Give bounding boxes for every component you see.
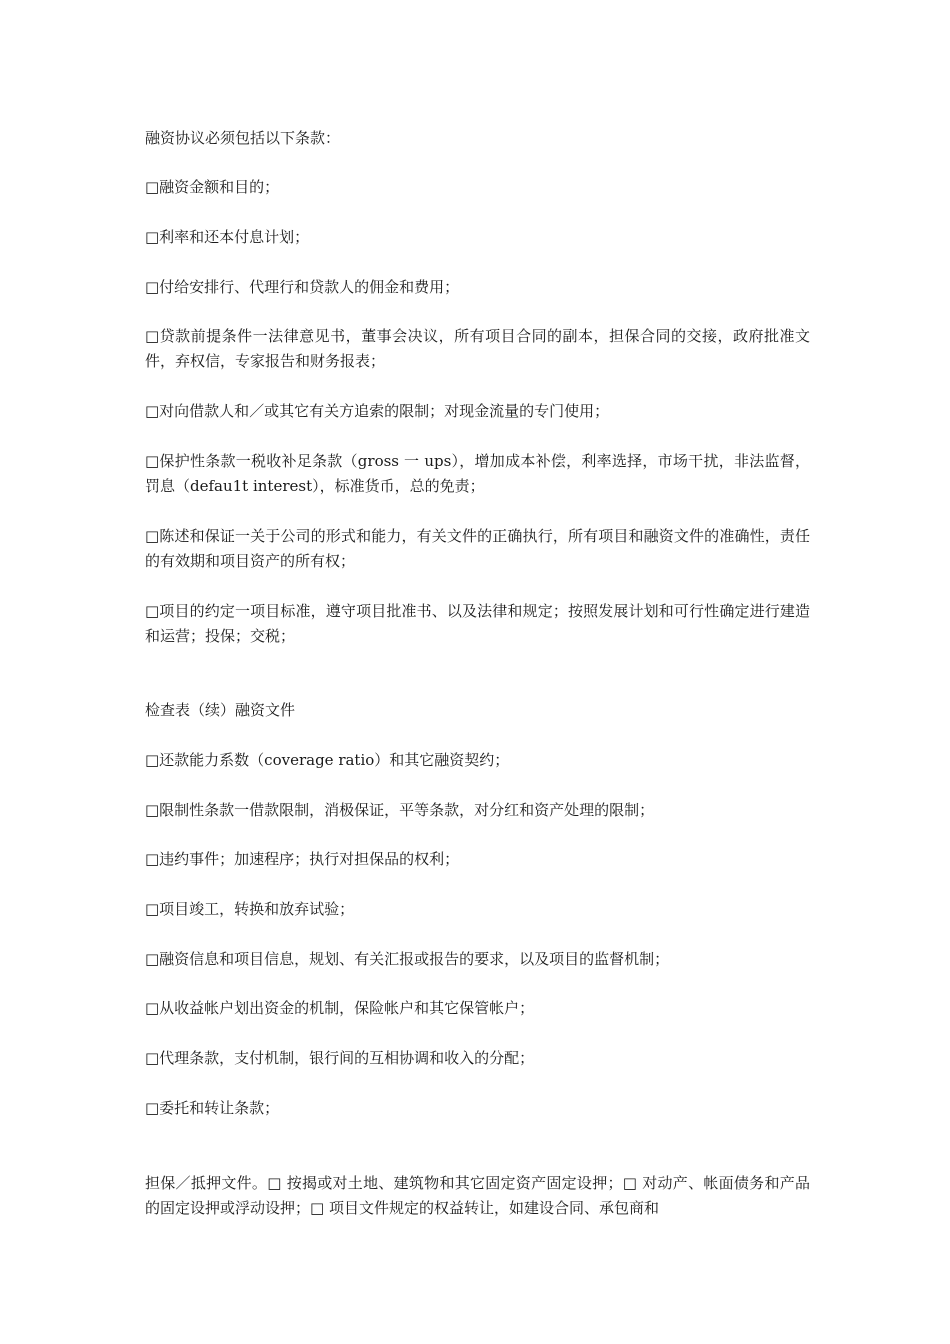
list-item: □陈述和保证一关于公司的形式和能力，有关文件的正确执行，所有项目和融资文件的准确性，责任的有效期和项目资产的所有权； (145, 527, 810, 570)
list-item: □从收益帐户划出资金的机制，保险帐户和其它保管帐户； (145, 999, 535, 1017)
list-item: □项目竣工，转换和放弃试验； (145, 900, 355, 918)
section2-heading: 检查表（续）融资文件 (145, 701, 296, 719)
list-item: □贷款前提条件一法律意见书，董事会决议，所有项目合同的副本，担保合同的交接，政府批准文件，弃权信，专家报告和财务报表； (145, 327, 810, 370)
section3-paragraph: 担保／抵押文件。□ 按揭或对土地、建筑物和其它固定资产固定设押；□ 对动产、帐面债务和产品的固定设押或浮动设押；□ 项目文件规定的权益转让，如建设合同、承包商和 (145, 1174, 810, 1217)
list-item: □保护性条款一税收补足条款（gross 一 ups），增加成本补偿，利率选择，市场干扰，非法监督，罚息（defau1t interest），标准货币，总的免责； (145, 452, 810, 495)
list-item: □项目的约定一项目标准，遵守项目批准书、以及法律和规定；按照发展计划和可行性确定进行建造和运营；投保；交税； (145, 602, 810, 645)
list-item: □对向借款人和／或其它有关方追索的限制；对现金流量的专门使用； (145, 402, 610, 420)
section1-heading: 融资协议必须包括以下条款： (145, 129, 341, 147)
list-item: □委托和转让条款； (145, 1099, 280, 1117)
list-item: □限制性条款一借款限制，消极保证，平等条款，对分红和资产处理的限制； (145, 801, 655, 819)
list-item: □融资金额和目的； (145, 178, 280, 196)
list-item: □付给安排行、代理行和贷款人的佣金和费用； (145, 278, 460, 296)
list-item: □利率和还本付息计划； (145, 228, 310, 246)
list-item: □代理条款，支付机制，银行间的互相协调和收入的分配； (145, 1049, 535, 1067)
list-item: □还款能力系数（coverage ratio）和其它融资契约； (145, 751, 510, 769)
list-item: □融资信息和项目信息，规划、有关汇报或报告的要求，以及项目的监督机制； (145, 950, 670, 968)
list-item: □违约事件；加速程序；执行对担保品的权利； (145, 850, 460, 868)
